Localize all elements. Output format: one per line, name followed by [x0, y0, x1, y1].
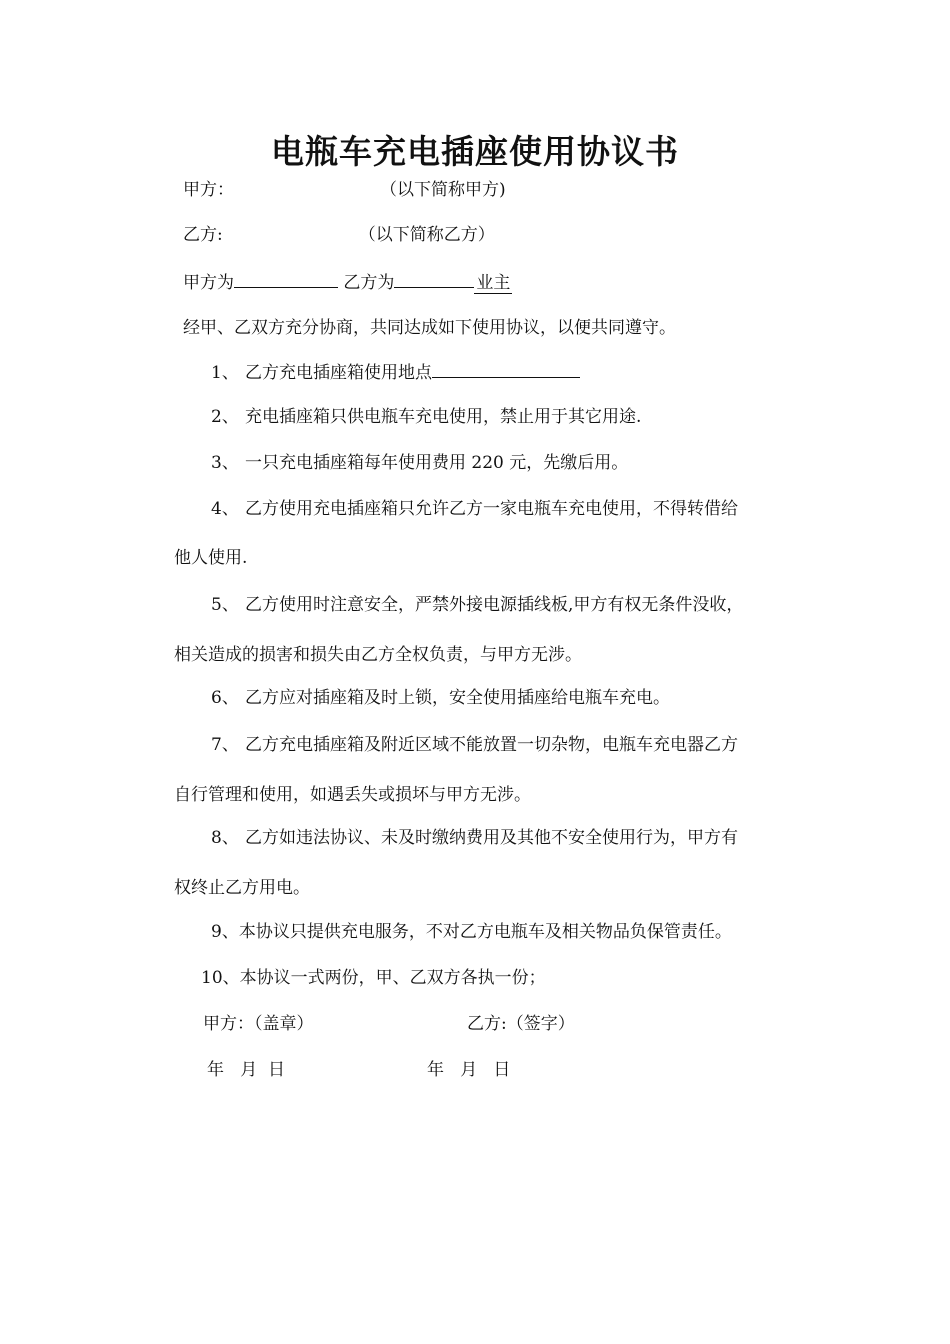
party-b-note: （以下简称乙方） — [358, 225, 495, 245]
party-b-label: 乙方: — [183, 225, 223, 245]
clause-2-text: 充电插座箱只供电瓶车充电使用，禁止用于其它用途. — [245, 407, 642, 427]
clause-4-text: 乙方使用充电插座箱只允许乙方一家电瓶车充电使用，不得转借给 — [245, 499, 738, 519]
clause-4-continuation: 他人使用. — [174, 548, 248, 568]
clause-10: 10、本协议一式两份，甲、乙双方各执一份； — [201, 968, 546, 988]
signature-party-b-label: 乙方:（签字） — [467, 1014, 575, 1034]
party-a-role-blank — [234, 269, 338, 288]
clause-8-number: 8、 — [211, 828, 239, 848]
document-title: 电瓶车充电插座使用协议书 — [271, 132, 679, 171]
party-a-role-label: 甲方为 — [183, 273, 234, 293]
clause-7-text: 乙方充电插座箱及附近区域不能放置一切杂物，电瓶车充电器乙方 — [245, 735, 738, 755]
clause-3 — [211, 451, 628, 475]
clause-5-number: 5、 — [211, 595, 239, 615]
clause-5 — [211, 593, 743, 617]
clause-1-text: 乙方充电插座箱使用地点 — [245, 363, 432, 383]
clause-4-number: 4、 — [211, 499, 239, 519]
signature-party-b-date: 年 月 日 — [427, 1060, 511, 1080]
clause-6 — [211, 686, 670, 710]
clause-8 — [211, 826, 738, 850]
clause-4 — [211, 497, 738, 521]
preamble: 经甲、乙双方充分协商，共同达成如下使用协议，以便共同遵守。 — [183, 318, 676, 338]
signature-party-a-label: 甲方：（盖章） — [203, 1014, 314, 1034]
clause-8-continuation: 权终止乙方用电。 — [174, 878, 310, 898]
party-b-role-label: 乙方为 — [343, 273, 395, 293]
party-b-role-value: 业主 — [476, 273, 511, 293]
party-a-note: （以下简称甲方) — [380, 180, 506, 200]
clause-3-number: 3、 — [211, 453, 239, 473]
party-a-label: 甲方： — [183, 180, 234, 200]
clause-6-number: 6、 — [211, 688, 239, 708]
clause-1 — [211, 359, 580, 385]
clause-2-number: 2、 — [211, 407, 239, 427]
party-a-line — [183, 178, 506, 202]
clause-5-text: 乙方使用时注意安全，严禁外接电源插线板,甲方有权无条件没收， — [245, 595, 744, 615]
clause-6-text: 乙方应对插座箱及时上锁，安全使用插座给电瓶车充电。 — [245, 688, 670, 708]
party-b-line — [183, 223, 495, 247]
clause-7-continuation: 自行管理和使用，如遇丢失或损坏与甲方无涉。 — [174, 785, 531, 805]
clause-8-text: 乙方如违法协议、未及时缴纳费用及其他不安全使用行为，甲方有 — [245, 828, 738, 848]
clause-3-text: 一只充电插座箱每年使用费用 220 元，先缴后用。 — [245, 453, 629, 473]
clause-5-continuation: 相关造成的损害和损失由乙方全权负责，与甲方无涉。 — [174, 645, 582, 665]
clause-7-number: 7、 — [211, 735, 239, 755]
location-blank — [432, 359, 580, 378]
clause-2 — [211, 405, 641, 429]
clause-9: 9、本协议只提供充电服务，不对乙方电瓶车及相关物品负保管责任。 — [211, 922, 732, 942]
roles-line — [183, 269, 512, 295]
party-b-role-blank — [394, 269, 474, 288]
clause-1-number: 1、 — [211, 363, 239, 383]
signature-party-a-date: 年 月 日 — [207, 1060, 286, 1080]
clause-7 — [211, 733, 738, 757]
